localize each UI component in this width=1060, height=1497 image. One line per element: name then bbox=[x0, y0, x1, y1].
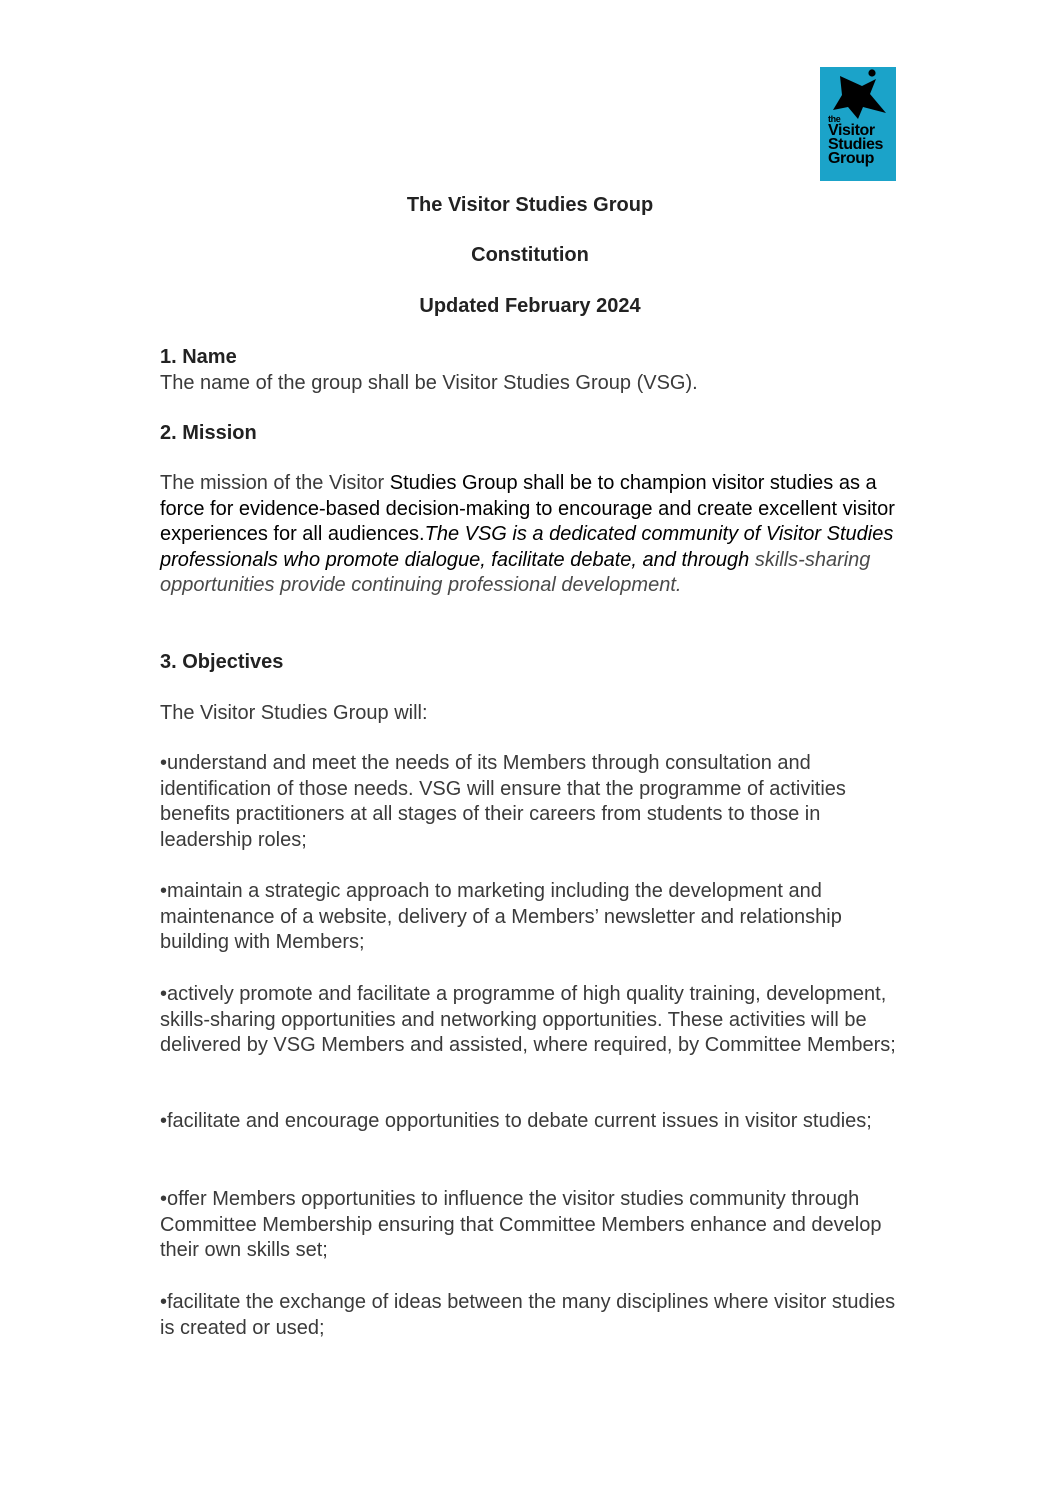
objective-item-5: •offer Members opportunities to influence the visitor studies community through Committee Membership ensuring that Committee Members enhance and develop their own skills set; bbox=[160, 1188, 882, 1261]
objective-item bbox=[160, 1187, 910, 1264]
objective-item-1: •understand and meet the needs of its Members through consultation and identification of those needs. VSG will ensure that the programme of activities benefits practitioners at all stages of their careers from students to those in leadership roles; bbox=[160, 752, 846, 851]
objective-item bbox=[160, 1109, 910, 1135]
mission-part-4: skills-sharing opportunities provide continuing professional development. bbox=[160, 548, 871, 596]
objective-item bbox=[160, 879, 910, 956]
objective-item bbox=[160, 1290, 910, 1341]
objective-item bbox=[160, 982, 910, 1059]
section-heading-mission: 2. Mission bbox=[160, 422, 257, 444]
mission-text bbox=[160, 471, 910, 599]
objective-item bbox=[160, 751, 910, 853]
objectives-intro-text: The Visitor Studies Group will: bbox=[160, 702, 428, 724]
section-objectives bbox=[160, 650, 910, 676]
logo-line-group: Group bbox=[828, 150, 874, 168]
logo-line-the: the bbox=[828, 114, 841, 124]
logo-line-studies: Studies bbox=[828, 135, 883, 153]
mission-paragraph bbox=[160, 471, 910, 599]
objective-item-3: •actively promote and facilitate a programme of high quality training, development, skills-sharing opportunities and networking opportunities. These activities will be delivered by VSG Members and assisted, where required, by Committee Members; bbox=[160, 983, 896, 1056]
section-text-name: The name of the group shall be Visitor Studies Group (VSG). bbox=[160, 371, 698, 394]
section-heading-name: 1. Name bbox=[160, 346, 237, 368]
objective-item-6: •facilitate the exchange of ideas between the many disciplines where visitor studies is created or used; bbox=[160, 1291, 896, 1339]
objectives-intro bbox=[160, 701, 910, 727]
mission-part-1: The mission of the Visitor bbox=[160, 472, 390, 494]
objective-item-4: •facilitate and encourage opportunities to debate current issues in visitor studies; bbox=[160, 1110, 872, 1132]
document-title: The Visitor Studies Group bbox=[406, 194, 654, 216]
objective-item-2: •maintain a strategic approach to marketing including the development and maintenance of a website, delivery of a Members’ newsletter and relationship building with Members; bbox=[160, 880, 842, 953]
logo-line-visitor: Visitor bbox=[828, 121, 875, 139]
vsg-logo bbox=[820, 67, 896, 181]
section-name bbox=[160, 345, 910, 396]
section-heading-objectives: 3. Objectives bbox=[160, 651, 284, 673]
document-subtitle: Constitution bbox=[471, 244, 589, 266]
mission-part-3: The VSG is a dedicated community of Visitor Studies professionals who promote dialogue, facilitate debate, and through bbox=[160, 523, 894, 571]
mission-part-2: Studies Group shall be to champion visitor studies as a force for evidence-based decision-making to encourage and create excellent visitor experiences for all audiences. bbox=[160, 472, 895, 545]
section-mission bbox=[160, 421, 910, 447]
document-date: Updated February 2024 bbox=[419, 295, 641, 317]
logo-wordmark bbox=[828, 116, 883, 166]
